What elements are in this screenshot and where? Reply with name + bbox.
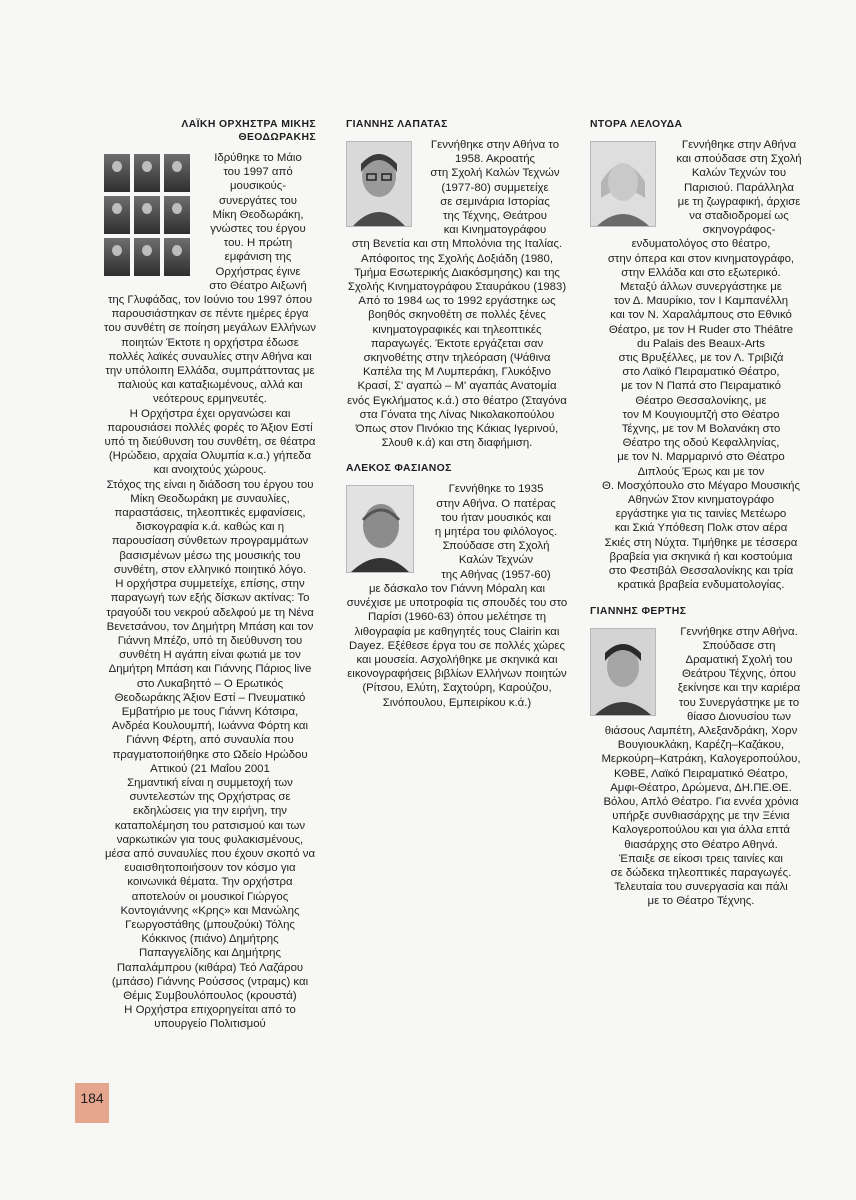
orchestra-paragraph: Η Ορχήστρα επιχορηγείται από το υπουργείο Πολιτισμού: [124, 1004, 296, 1031]
portrait-photo: [346, 141, 412, 227]
text-line: Σπούδασε στη Σχολή: [442, 540, 550, 553]
bio-fasianos: [346, 462, 568, 709]
bio-heading: ΝΤΟΡΑ ΛΕΛΟΥΔΑ: [590, 119, 683, 130]
orchestra-paragraph: Η Ορχήστρα έχει οργανώσει και παρουσιάσει πολλές φορές το Άξιον Εστί υπό τη διεύθυνση του συνθέτη, σε θέατρα (Ηρώδειο, αρχαία Ολυμπία κ.α.) γήπεδα και ανοιχτούς χώρους.: [104, 407, 316, 477]
text-line: Έπαιξε σε είκοσι τρεις ταινίες και: [619, 852, 783, 865]
text-line: Θεάτρου Τέχνης, όπου: [681, 668, 797, 681]
text-line: του ήταν μουσικός και: [440, 511, 552, 524]
portrait-photo: [346, 485, 414, 573]
text-line: Θέατρο, με τον Η Ruder στο Théâtre: [608, 323, 794, 336]
bio-body: [590, 724, 812, 909]
page-number: 184: [75, 1083, 109, 1123]
bio-lapatas: [346, 118, 568, 450]
text-line: στην Αθήνα. Ο πατέρας: [436, 497, 556, 510]
orchestra-paragraph: Στόχος της είναι η διάδοση του έργου του Μίκη Θεοδωράκη με συναυλίες, παραστάσεις, τηλεοπτικές εμφανίσεις, δισκογραφία κ.ά. καθώς και η παρουσίαση σύνθετων προγραμμάτων βασισμένων μέσω της μουσικής του συνθέτη, στον ελληνικό ποιητικό λόγο.: [106, 478, 314, 576]
bio-heading: ΓΙΑΝΝΗΣ ΦΕΡΤΗΣ: [590, 605, 687, 617]
text-line: Αθηνών Στον κινηματογράφο: [627, 494, 775, 507]
musician-photo: [104, 154, 130, 192]
text-line: Γεννήθηκε το 1935: [448, 483, 544, 496]
text-line: Καλών Τεχνών του: [691, 167, 787, 180]
bio-heading: ΑΛΕΚΟΣ ΦΑΣΙΑΝΟΣ: [346, 463, 452, 475]
text-line: Ιδρύθηκε το Μάιο: [214, 152, 302, 164]
text-line: στο Λαϊκό Πειραματικό Θέατρο,: [622, 366, 780, 379]
text-line: βραβεία για σκηνικά ή και κοστούμια: [609, 550, 793, 563]
text-line: της Τέχνης, Θεάτρου: [443, 210, 547, 223]
bio-fertis: [590, 605, 812, 909]
text-line: Γεννήθηκε στην Αθήνα.: [680, 625, 798, 638]
text-line: Βόλου, Απλό Θέατρο. Για εννέα χρόνια: [603, 795, 799, 808]
text-line: Διπλούς Έρως και με τον: [637, 465, 765, 478]
text-line: και σπούδασε στη Σχολή: [676, 153, 802, 166]
text-line: Δραματική Σχολή του: [685, 653, 793, 666]
text-line: με τον Ν. Μαρμαρινό στο Θέατρο: [617, 451, 785, 464]
musician-photo: [164, 196, 190, 234]
column-orchestra: [104, 118, 316, 1032]
text-line: Καλών Τεχνών: [458, 554, 534, 567]
text-line: η μητέρα του φιλόλογος.: [434, 526, 558, 539]
orchestra-body: της Γλυφάδας, τον Ιούνιο του 1997 όπου παρουσιάστηκαν σε πέντε ημέρες έργα του συνθέτη σε ποίηση μεγάλων Ελλήνων ποιητών Έκτοτε η ορχήστρα έδωσε πολλές λαϊκές συναυλίες στην Αθήνα και την υπόλοιπη Ελλάδα, συμπράττοντας με παλιούς και καταξιωμένους, αλλά και νεότερους ερμηνευτές.: [104, 294, 316, 406]
text-line: με τη ζωγραφική, άρχισε: [677, 195, 801, 208]
text-line: του 1997 από: [223, 166, 293, 179]
text-line: Θέατρο Θεσσαλονίκης, με: [635, 394, 767, 407]
text-line: Μίκη Θεοδωράκη,: [212, 208, 304, 221]
text-line: του. Η πρώτη: [223, 237, 293, 250]
text-line: ξεκίνησε και την καριέρα: [677, 682, 801, 695]
text-line: Παρισιού. Παράλληλα: [684, 181, 794, 194]
text-line: στις Βρυξέλλες, με τον Λ. Τριβιζά: [618, 352, 784, 365]
text-line: στην Ελλάδα και στο εξωτερικό.: [621, 266, 781, 279]
orchestra-photo-grid: [104, 154, 190, 276]
text-line: τον Μ Κουγιουμτζή στο Θέατρο: [622, 408, 780, 421]
text-line: Μεταξύ άλλων συνεργάστηκε με: [620, 281, 782, 294]
column-three: [590, 118, 812, 921]
text-line: (1977-80) συμμετείχε: [441, 181, 549, 194]
text-line: γνώστες του έργου: [210, 223, 306, 236]
text-line: σε σεμινάρια Ιστορίας: [440, 195, 550, 208]
column-two: [346, 118, 568, 722]
musician-photo: [104, 238, 130, 276]
text-line: και τον Ν. Χαραλάμπους στο Εθνικό: [610, 309, 792, 322]
text-line: εμφάνιση της: [224, 251, 292, 264]
text-line: στο Φεστιβάλ Θεσσαλονίκης και τρία: [608, 565, 794, 578]
text-line: με το Θέατρο Τέχνης.: [647, 895, 755, 908]
bio-body: [590, 237, 812, 592]
text-line: ενδυματολόγος στο θέατρο,: [631, 238, 771, 251]
bio-lelouda: [590, 118, 812, 593]
orchestra-paragraph: Η ορχήστρα συμμετείχε, επίσης, στην παραγωγή των εξής δίσκων ακτίνας: Το τραγούδι του νεκρού αδελφού με τη Νένα Βενετσάνου, τον Δημήτρη Μπάση και τον Γιάννη Μπέζο, υπό τη διεύθυνση του συνθέτη Η αγάπη είναι φωτιά με τον Δημήτρη Μπάση και Γιάννης Πάριος live στο Λυκαβηττό – Ο Ερωτικός Θεοδωράκης Άξιον Εστί – Πνευματικό Εμβατήριο με τους Γιάννη Κότσιρα, Ανδρέα Κουλουμπή, Ιωάννα Φόρτη και Γιάννη Φέρτη, από συναυλία που πραγματοποιήθηκε στο Ωδείο Ηρώδου Αττικού (21 Μαΐου 2001: [106, 578, 314, 775]
text-line: συνεργάτες του: [219, 194, 297, 207]
bio-body: στη Βενετία και στη Μπολόνια της Ιταλίας. Απόφοιτος της Σχολής Δοξιάδη (1980, Τμήμα Εσωτερικής Διακόσμησης) και της Σχολής Κινηματογράφου Σταυράκου (1983) Από το 1984 ως το 1992 εργάστηκε ως βοηθός σκηνοθέτη σε πολλές ξένες κινηματογραφικές και τηλεοπτικές παραγωγές. Έκτοτε εργάζεται σαν σκηνοθέτης στην τηλεόραση (Ψάθινα Καπέλα της Μ Λυμπεράκη, Γλυκόξινο Κρασί, Σ' αγαπώ – Μ' αγαπάς Ανατομία ενός Εγκλήματος κ.ά.) στο θέατρο (Σταγόνα στα Γόνατα της Λίνας Νικολακοπούλου Όπως στον Πινόκιο της Κάκιας Ιγερινού, Σλουθ κ.ά) και στη διαφήμιση.: [347, 238, 567, 450]
text-line: της Αθήνας (1957-60): [441, 568, 551, 581]
portrait-photo: [590, 628, 656, 716]
text-line: θιάσους Λαμπέτη, Αλεξανδράκη, Χορν: [604, 724, 798, 737]
text-line: Αμφι-Θέατρο, Δρώμενα, ΔΗ.ΠΕ.ΘΕ.: [610, 781, 792, 794]
text-line: Σπούδασε στη: [702, 639, 776, 652]
text-line: και Σκιά Υπόθεση Πολκ στον αέρα: [614, 522, 788, 535]
text-line: Γεννήθηκε στην Αθήνα: [681, 139, 797, 151]
text-line: τον Δ. Μαυρίκιο, τον Ι Καμπανέλλη: [613, 295, 789, 308]
text-line: Βουγιουκλάκη, Καρέζη–Καζάκου,: [617, 739, 785, 752]
text-line: με τον Ν Παπά στο Πειραματικό: [621, 380, 781, 393]
text-line: σκηνογράφος-: [702, 224, 776, 237]
text-line: Μερκούρη–Κατράκη, Καλογεροπούλου,: [601, 753, 801, 766]
text-line: υπήρξε συνθιασάρχης με την Ξένια: [612, 810, 790, 823]
text-line: και Κινηματογράφου: [443, 224, 547, 237]
orchestra-paragraph: Σημαντική είναι η συμμετοχή των συντελεστών της Ορχήστρας σε εκδηλώσεις για την ειρήνη, την καταπολέμηση του ρατσισμού και των ναρκωτικών για τους φυλακισμένους, μέσα από συναυλίες που έχουν σκοπό να ευαισθητοποιήσουν τον κόσμο για κοινωνικά θέματα. Την ορχήστρα αποτελούν οι μουσικοί Γιώργος Κοντογιάννης «Κρης» και Μανώλης Γεωργοστάθης (μπουζούκι) Τόλης Κόκκινος (πιάνο) Δημήτρης Παπαγγελίδης και Δημήτρης Παπαλάμπρου (κιθάρα) Τεό Λαζάρου (μπάσο) Γιάννης Ρούσσος (ντραμς) και Θέμις Συμβουλόπουλος (κρουστά): [104, 776, 316, 1002]
text-line: στην όπερα και στον κινηματογράφο,: [607, 252, 795, 265]
text-line: του Συνεργάστηκε με το: [678, 696, 800, 709]
musician-photo: [164, 238, 190, 276]
text-line: Τελευταία του συνεργασία και πάλι: [614, 881, 788, 894]
text-line: θιασάρχης στο Θέατρο Αθηνά.: [624, 838, 778, 851]
text-line: du Palais des Beaux-Arts: [637, 337, 765, 350]
text-line: εργάστηκε για τις ταινίες Μετέωρο: [615, 508, 787, 521]
musician-photo: [134, 238, 160, 276]
musician-photo: [134, 154, 160, 192]
text-line: Καλογεροπούλου και για άλλα επτά: [611, 824, 791, 837]
text-line: κρατικά βραβεία ενδυματολογίας.: [617, 579, 785, 592]
text-line: 1958. Ακροατής: [454, 153, 536, 166]
text-line: σε δώδεκα τηλεοπτικές παραγωγές.: [610, 866, 792, 879]
text-line: στη Σχολή Καλών Τεχνών: [430, 167, 560, 180]
text-line: Θ. Μοσχόπουλο στο Μέγαρο Μουσικής: [601, 479, 800, 492]
text-line: Τέχνης, με τον Μ Βολανάκη στο: [621, 423, 781, 436]
text-line: Σκιές στη Νύχτα. Τιμήθηκε με τέσσερα: [604, 536, 798, 549]
musician-photo: [104, 196, 130, 234]
bio-body: με δάσκαλο τον Γιάννη Μόραλη και συνέχισε με υποτροφία τις σπουδές του στο Παρίσι (1960-63) όπου μελέτησε τη λιθογραφία με καθηγητές τους Clairin και Dayez. Εξέθεσε έργα του σε πολλές χώρες και μουσεία. Ασχολήθηκε με σκηνικά και εικονογραφήσεις βιβλίων Ελλήνων ποιητών (Ρίτσου, Ελύτη, Σαχτούρη, Καρούζου, Σινόπουλου, Εμπειρίκου κ.ά.): [346, 582, 568, 709]
text-line: Θέατρο της οδού Κεφαλληνίας,: [622, 437, 780, 450]
text-line: στο Θέατρο Αιξωνή: [209, 279, 307, 292]
text-line: θίασο Διονυσίου των: [687, 710, 791, 723]
text-line: Γεννήθηκε στην Αθήνα το: [430, 139, 560, 151]
musician-photo: [164, 154, 190, 192]
musician-photo: [134, 196, 160, 234]
text-line: να σταδιοδρομεί ως: [689, 210, 789, 223]
portrait-photo: [590, 141, 656, 227]
text-line: Ορχήστρας έγινε: [215, 265, 301, 278]
orchestra-heading: ΛΑΪΚΗ ΟΡΧΗΣΤΡΑ ΜΙΚΗΣ ΘΕΟΔΩΡΑΚΗΣ: [181, 119, 316, 143]
text-line: ΚΘΒΕ, Λαϊκό Πειραματικό Θέατρο,: [614, 767, 788, 780]
text-line: μουσικούς-: [229, 180, 287, 193]
bio-heading: ΓΙΑΝΝΗΣ ΛΑΠΑΤΑΣ: [346, 119, 448, 130]
